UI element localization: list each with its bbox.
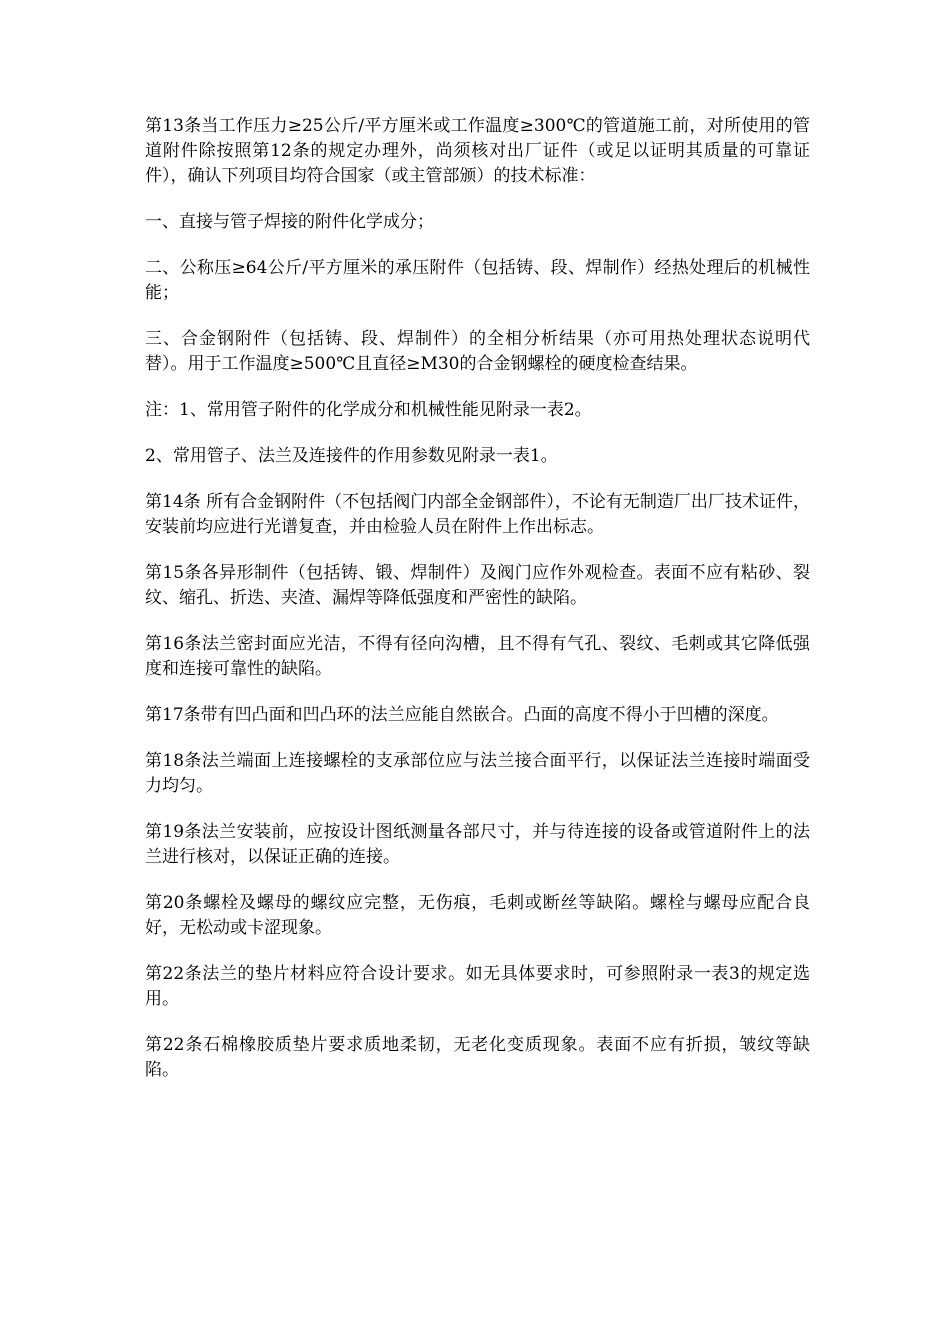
paragraph-article-22b: 第22条石棉橡胶质垫片要求质地柔韧，无老化变质现象。表面不应有折损，皱纹等缺陷。: [145, 1035, 810, 1080]
paragraph-item-3: 三、合金钢附件（包括铸、段、焊制件）的全相分析结果（亦可用热处理状态说明代替）。用于工作温度≥500℃且直径≥M30的合金钢螺栓的硬度检查结果。: [145, 329, 810, 374]
paragraph-article-19: 第19条法兰安装前，应按设计图纸测量各部尺寸，并与待连接的设备或管道附件上的法兰进行核对，以保证正确的连接。: [145, 822, 810, 867]
paragraph-item-2: 二、公称压≥64公斤/平方厘米的承压附件（包括铸、段、焊制作）经热处理后的机械性能；: [145, 258, 810, 303]
paragraph-note-2: 2、常用管子、法兰及连接件的作用参数见附录一表1。: [145, 446, 558, 466]
paragraph-article-15: 第15条各异形制件（包括铸、锻、焊制件）及阀门应作外观检查。表面不应有粘砂、裂纹、缩孔、折迭、夹渣、漏焊等降低强度和严密性的缺陷。: [145, 563, 810, 608]
paragraph-article-18: 第18条法兰端面上连接螺栓的支承部位应与法兰接合面平行，以保证法兰连接时端面受力均匀。: [145, 751, 810, 796]
paragraph-article-14: 第14条 所有合金钢附件（不包括阀门内部全金钢部件），不论有无制造厂出厂技术证件，安装前均应进行光谱复查，并由检验人员在附件上作出标志。: [145, 492, 810, 537]
paragraph-article-13: 第13条当工作压力≥25公斤/平方厘米或工作温度≥300℃的管道施工前，对所使用的管道附件除按照第12条的规定办理外，尚须核对出厂证件（或足以证明其质量的可靠证件），确认下列项目均符合国家（或主管部颁）的技术标准：: [145, 116, 810, 186]
paragraph-article-16: 第16条法兰密封面应光洁，不得有径向沟槽，且不得有气孔、裂纹、毛刺或其它降低强度和连接可靠性的缺陷。: [145, 634, 810, 679]
paragraph-article-20: 第20条螺栓及螺母的螺纹应完整，无伤痕，毛刺或断丝等缺陷。螺栓与螺母应配合良好，无松动或卡涩现象。: [145, 893, 810, 938]
document-body: [145, 114, 810, 1104]
paragraph-article-17: 第17条带有凹凸面和凹凸环的法兰应能自然嵌合。凸面的高度不得小于凹槽的深度。: [145, 705, 779, 725]
paragraph-article-22a: 第22条法兰的垫片材料应符合设计要求。如无具体要求时，可参照附录一表3的规定选用。: [145, 964, 810, 1009]
paragraph-note-1: 注：1、常用管子附件的化学成分和机械性能见附录一表2。: [145, 400, 592, 420]
paragraph-item-1: 一、直接与管子焊接的附件化学成分；: [145, 212, 434, 232]
